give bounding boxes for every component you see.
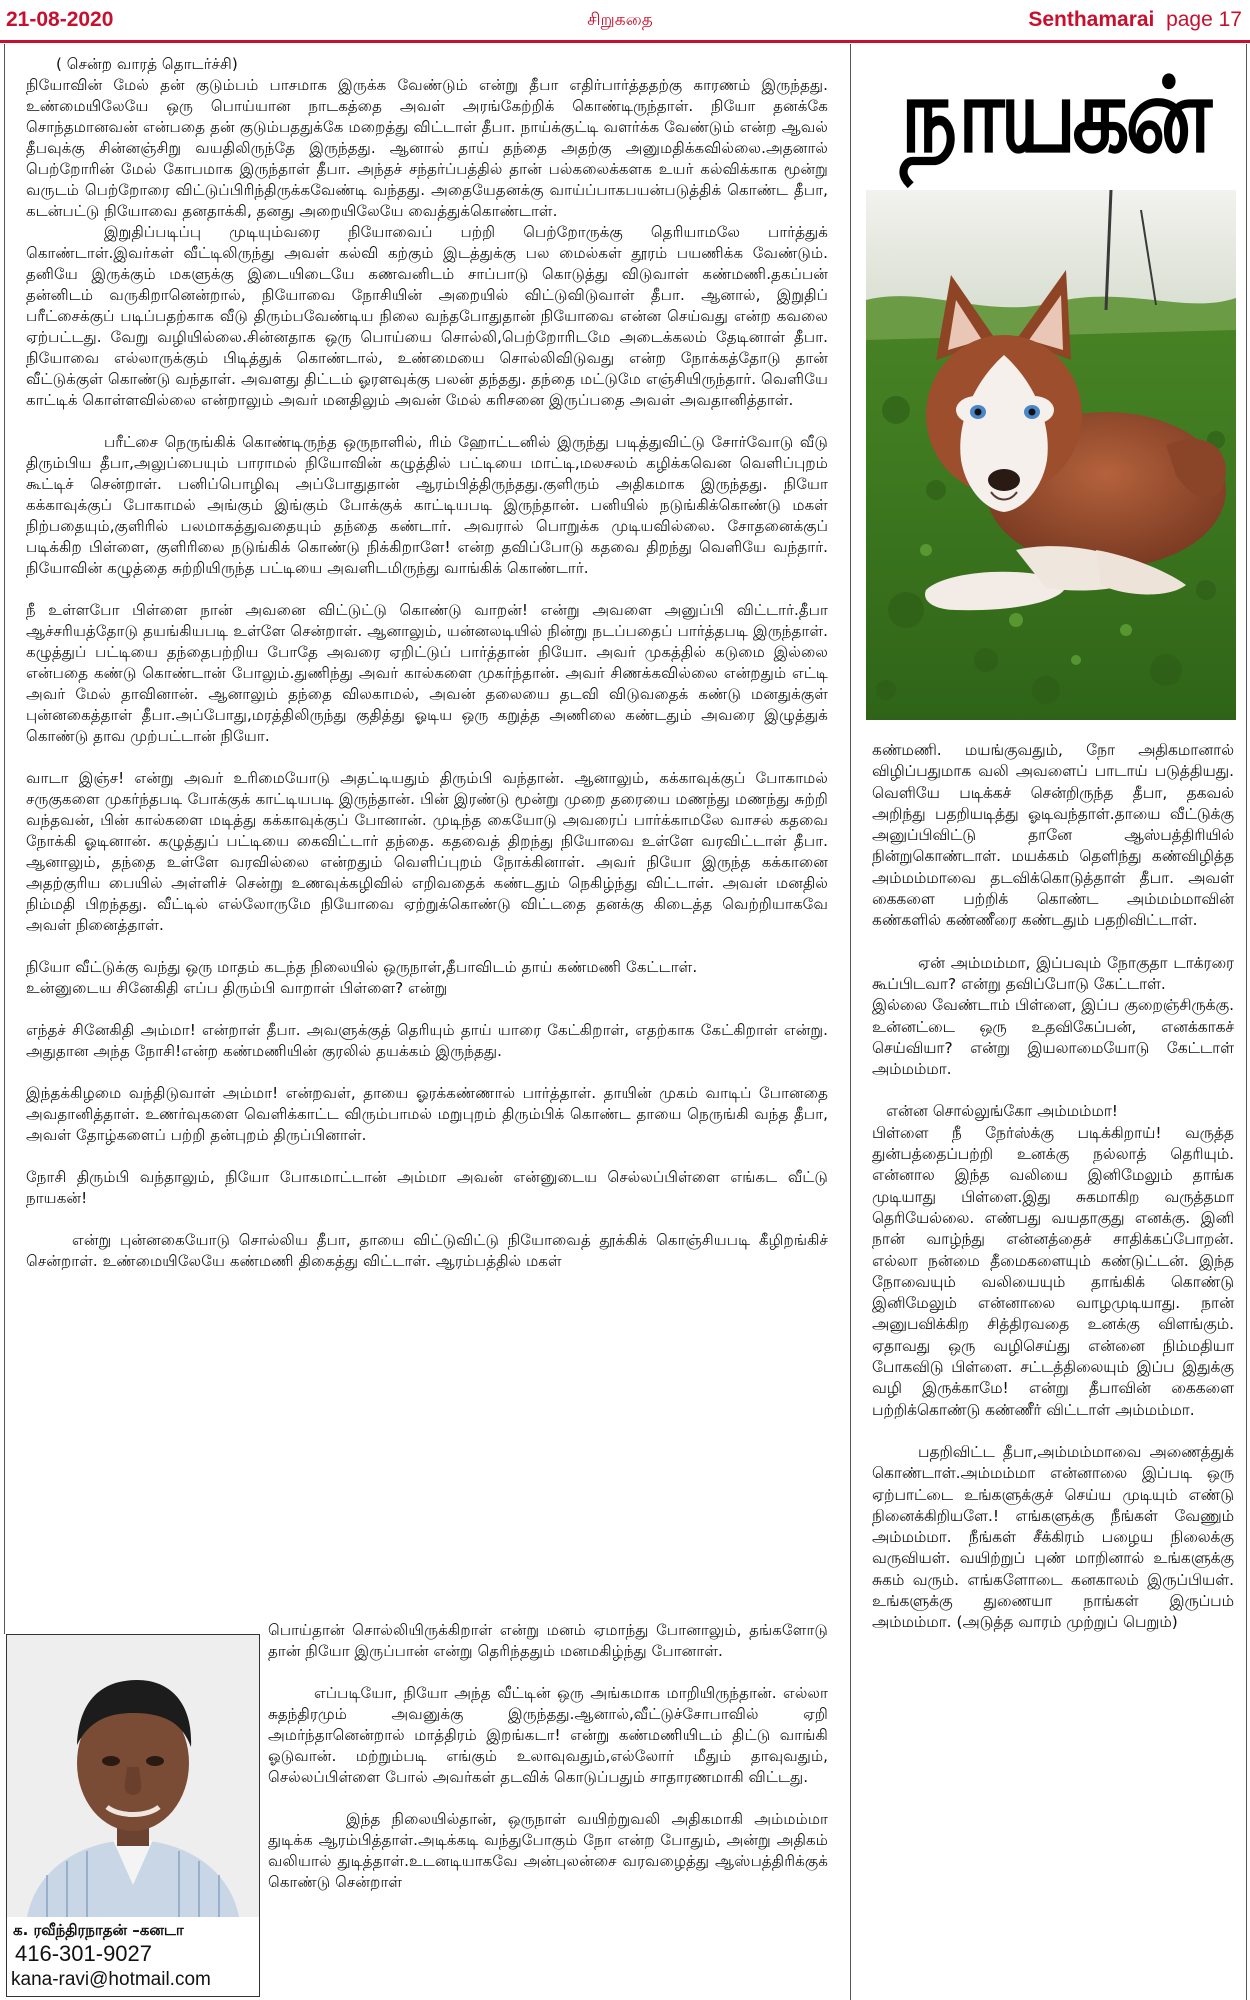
header-rule [0, 40, 1250, 43]
story-paragraph: எந்தச் சினேகிதி அம்மா! என்றாள் தீபா. அவளுக்குத் தெரியும் தாய் யாரை கேட்கிறாள், எதற்காக கேட்கிறாள் என்று. அதுதான அந்த நோசி!என்ற கண்மணியின் குரலில் தயக்கம் இருந்தது. [26, 1021, 828, 1060]
story-paragraph: பதறிவிட்ட தீபா,அம்மம்மாவை அணைத்துக் கொண்டாள்.அம்மம்மா என்னாலை இப்படி ஒரு ஏற்பாட்டை உங்களுக்குச் செய்ய முடியும் எண்டு நினைக்கிறியளே.! எங்களுக்கு நீங்கள் வேணும் அம்மம்மா. நீங்கள் சீக்கிரம் பழைய நிலைக்கு வருவியள். வயிற்றுப் புண் மாறினால் உங்களுக்கு சுகம் வரும். எங்களோடை கனகாலம் இருப்பியள். உங்களுக்கு துணையா நாங்கள் இருப்பம் அம்மம்மா. (அடுத்த வாரம் முற்றுப் பெறும்) [872, 1442, 1234, 1632]
story-paragraph: இந்த நிலையில்தான், ஒருநாள் வயிற்றுவலி அதிகமாகி அம்மம்மா துடிக்க ஆரம்பித்தாள்.அடிக்கடி வந்துபோகும் நோ என்ற போதும், அன்று அதிகம் வலியால் துடித்தாள்.உடனடியாகவே அன்புலன்சை வரவழைத்து ஆஸ்பத்திரிக்குக் கொண்டு சென்றாள் [268, 1810, 828, 1891]
right-border [1246, 44, 1247, 2000]
publication-name: Senthamarai [1028, 8, 1155, 31]
issue-date: 21-08-2020 [6, 8, 114, 31]
story-wrap-column [268, 1620, 828, 1914]
section-label: சிறுகதை [587, 10, 653, 30]
story-paragraph: பரீட்சை நெருங்கிக் கொண்டிருந்த ஒருநாளில், ரிம் ஹோட்டனில் இருந்து படித்துவிட்டு சோர்வோடு வீடு திரும்பிய தீபா,அலுப்பையும் பாராமல் நியோவின் கழுத்தில் பட்டியை மாட்டி,மலசலம் கழிக்கவென வெளிப்புறம் கூட்டிச் சென்றாள். பனிப்பொழிவு அப்போதுதான் ஆரம்பித்திருந்தது.குளிரும் அதிகமாக இருந்தது. நியோ கக்காவுக்குப் போகாமல் அங்கும் இங்கும் போக்குக் காட்டியபடி இருந்தான். பனியில் நடுங்கிக்கொண்டு மகள் நிற்பதையும்,குளிரில் பலமாகத்துவதையும் தந்தை கண்டார். அவரால் பொறுக்க முடியவில்லை. சோதனைக்குப் படிக்கிற பிள்ளை, குளிரிலை நடுங்கிக் கொண்டு நிக்கிறாளே! என்ற தவிப்போடு கதவை திறந்து வெளியே வந்தார். நியோவின் கழுத்தை சுற்றியிருந்த பட்டியை அவளிடமிருந்து வாங்கிக் கொண்டார். [26, 433, 828, 577]
story-paragraph: கண்மணி. மயங்குவதும், நோ அதிகமானால் விழிப்பதுமாக வலி அவளைப் பாடாய் படுத்தியது. வெளியே படிக்கச் சென்றிருந்த தீபா, தகவல் அறிந்து பதறியடித்து ஓடிவந்தாள்.தாயை வீட்டுக்கு அனுப்பிவிட்டு தானே ஆஸ்பத்திரியில் நின்றுகொண்டாள். மயக்கம் தெளிந்து கண்விழித்த அம்மம்மாவை தடவிக்கொடுத்தாள் தீபா. அவள் கைகளை பற்றிக் கொண்ட அம்மம்மாவின் கண்களில் கண்ணீரை கண்டதும் பதறிவிட்டாள். [872, 741, 1234, 930]
story-main-column [26, 54, 828, 1293]
page-number: page 17 [1166, 8, 1242, 31]
story-paragraph: என்று புன்னகையோடு சொல்லிய தீபா, தாயை விட்டுவிட்டு நியோவைத் தூக்கிக் கொஞ்சியபடி கீழிறங்கிச் சென்றாள். உண்மையிலேயே கண்மணி திகைத்து விட்டாள். ஆரம்பத்தில் மகள் [26, 1231, 828, 1270]
story-paragraph: எப்படியோ, நியோ அந்த வீட்டின் ஒரு அங்கமாக மாறியிருந்தான். எல்லா சுதந்திரமும் அவனுக்கு இருந்தது.ஆனால்,வீட்டுச்சோபாவில் ஏறி அமர்ந்தானென்றால் மாத்திரம் இறங்கடா! என்று கண்மணியிடம் திட்டு வாங்கி ஓடுவான். மற்றும்படி எங்கும் உலாவுவதும்,எல்லோர் மீதும் தாவுவதும், செல்லப்பிள்ளை போல் அவர்கள் தடவிக் கொடுப்பதும் சாதாரணமாகி விட்டது. [268, 1684, 828, 1786]
author-name: க. ரவீந்திரநாதன் –கனடா [13, 1921, 184, 1939]
husky-puppy-icon [866, 190, 1236, 720]
husky-puppy-photo [866, 190, 1236, 720]
publication-info [1028, 8, 1242, 32]
author-portrait-icon [7, 1635, 259, 1917]
story-title: நாயகன் [900, 54, 1208, 176]
author-photo [7, 1635, 259, 1917]
story-side-column [872, 740, 1234, 1655]
author-phone: 416-301-9027 [15, 1941, 153, 1966]
story-paragraph: நீ உள்ளபோ பிள்ளை நான் அவனை விட்டுட்டு கொண்டு வாறன்! என்று அவளை அனுப்பி விட்டார்.தீபா ஆச்சரியத்தோடு தயங்கியபடி உள்ளே சென்றாள். ஆனாலும், யன்னலடியில் நின்று நடப்பதைப் பார்த்தபடி இருந்தாள். கழுத்துப் பட்டியை தந்தைபற்றிய போதே அவரை ஏறிட்டுப் பார்த்தான் நியோ. அவர் முகத்தில் கடுமை இல்லை என்பதை கண்டு கொண்டான் போலும்.துணிந்து அவர் கால்களை முகர்ந்தான். அவர் சிணக்கவில்லை என்றதும் எட்டி அவர் மேல் தாவினான். ஆனாலும் தந்தை விலகாமல், அவன் தலையை தடவி விடுவதைக் கண்டு மனதுக்குள் புன்னகைத்தாள் தீபா.அப்போது,மரத்திலிருந்து குதித்து ஓடிய ஒரு கறுத்த அணிலை கண்டதும் அவரை இழுத்துக் கொண்டு தாவ முற்பட்டான் நியோ. [26, 601, 828, 745]
story-paragraph: என்ன சொல்லுங்கோ அம்மம்மா! பிள்ளை நீ நேர்ஸ்க்கு படிக்கிறாய்! வருத்த துன்பத்தைப்பற்றி உனக்கு நல்லாத் தெரியும். என்னால இந்த வலியை இனிமேலும் தாங்க முடியாது பிள்ளை.இது சுகமாகிற வருத்தமா தெரியேல்லை. எண்பது வயதாகுது எனக்கு. இனி நான் வாழ்ந்து என்னத்தைச் சாதிக்கப்போறன். எல்லா நன்மை தீமைகளையும் கண்டுட்டன். இந்த நோவையும் வலியையும் தாங்கிக் கொண்டு இனிமேலும் என்னாலை வாழமுடியாது. நான் அனுபவிக்கிற சித்திரவதை உனக்கு விளங்கும். ஏதாவது ஒரு வழிசெய்து என்னை நிம்மதியா போகவிடு பிள்ளை. சட்டத்திலையும் இப்ப இதுக்கு வழி இருக்காமே! என்று தீபாவின் கைகளை பற்றிக்கொண்டு கண்ணீர் விட்டாள் அம்மம்மா. [872, 1102, 1235, 1419]
left-border [4, 44, 5, 1634]
story-paragraph: பொய்தான் சொல்லியிருக்கிறாள் என்று மனம் ஏமாந்து போனாலும், தங்களோடு தான் நியோ இருப்பான் என்று தெரிந்ததும் மனமகிழ்ந்து போனாள். [268, 1621, 828, 1660]
story-paragraph: நியோவின் மேல் தன் குடும்பம் பாசமாக இருக்க வேண்டும் என்று தீபா எதிர்பார்த்ததற்கு காரணம் இருந்தது. உண்மையிலேயே ஒரு பொய்யான நாடகத்தை அவள் அரங்கேற்றிக் கொண்டிருந்தாள். நியோ தனக்கே சொந்தமானவன் என்பதை தன் குடும்பததுக்கே மறைத்து விட்டாள் தீபா. நாய்க்குட்டி வளர்க்க வேண்டும் என்ற ஆவல் தீபவுக்கு சின்னஞ்சிறு வயதிலிருந்தே இருந்தது. ஆனால் தாய் தந்தை அதற்கு அனுமதிக்கவில்லை.அதனால் பெற்றோரின் மேல் கோபமாக இருந்தாள் தீபா. அந்தச் சந்தர்ப்பத்தில் தான் பல்கலைக்களக உயர் கல்விக்காக மூன்று வருடம் பெற்றோரை விட்டுப்பிரிந்திருக்கவேண்டி வந்தது. அதையேதனக்கு வாய்ப்பாகபயன்படுத்திக் கொண்ட தீபா, கடன்பட்டு நியோவை தனதாக்கி, தனது அறையிலேயே வைத்துக்கொண்டாள். [26, 76, 828, 220]
story-paragraph: நோசி திரும்பி வந்தாலும், நியோ போகமாட்டான் அம்மா அவன் என்னுடைய செல்லப்பிள்ளை எங்கட வீட்டு நாயகன்! [26, 1168, 828, 1207]
story-paragraph: இறுதிப்படிப்பு முடியும்வரை நியோவைப் பற்றி பெற்றோருக்கு தெரியாமலே பார்த்துக் கொண்டாள்.இவர்கள் வீட்டிலிருந்து அவள் கல்வி கற்கும் இடத்துக்கு பல மைல்கள் தூரம் பயணிக்க வேண்டும். தனியே இருக்கும் மகளுக்கு இடையிடையே கணவனிடம் சாப்பாடு கொடுத்து விடுவாள் கண்மணி.தகப்பன் தன்னிடம் வருகிறானென்றால், நியோவை நோசியின் அறையில் விட்டுவிடுவாள் தீபா. ஆனால், இறுதிப் பரீட்சைக்குப் படிப்பதற்காக வீடு திரும்பவேண்டிய நிலை வந்தபோதுதான் நியோவை என்ன செய்வது என்ற கவலை ஏற்பட்டது. வேறு வழியில்லை.சின்னதாக ஒரு பொய்யை சொல்லி,பெற்றோரிடமே அடைக்கலம் தேடினாள் தீபா. நியோவை எல்லாருக்கும் பிடித்துக் கொண்டால், உண்மையை சொல்லிவிடுவது என்ற நோக்கத்தோடு தான் வீட்டுக்குள் கொண்டு வந்தாள். அவளது திட்டம் ஓரளவுக்கு பலன் தந்தது. தந்தை மட்டுமே எஞ்சியிருந்தார். வெளியே காட்டிக் கொள்ளவில்லை என்றாலும் அவர் மனதிலும் அவன் மேல் கரிசனை இருப்பதை அவள் அவதானித்தாள். [26, 223, 828, 409]
continued-note: ( சென்ற வாரத் தொடர்ச்சி) [56, 55, 238, 73]
column-divider [850, 44, 851, 2000]
story-paragraph: இந்தக்கிழமை வந்திடுவாள் அம்மா! என்றவள், தாயை ஓரக்கண்ணால் பார்த்தாள். தாயின் முகம் வாடிப் போனதை அவதானித்தாள். உணர்வுகளை வெளிக்காட்ட விரும்பாமல் மறுபுறம் திரும்பிக் கொண்ட தாயை நெருங்கி வந்த தீபா, அவள் தோழ்களைப் பற்றி தன்புறம் திருப்பினாள். [26, 1084, 828, 1144]
story-paragraph: வாடா இஞ்ச! என்று அவர் உரிமையோடு அதட்டியதும் திரும்பி வந்தான். ஆனாலும், கக்காவுக்குப் போகாமல் சருகுகளை முகர்ந்தபடி போக்குக் காட்டியபடி இருந்தான். பின் இரண்டு மூன்று முறை தரையை மணந்து மணந்து சுற்றி வந்தவன், பின் கால்களை மடித்து கக்காவுக்குப் போனான். முடிந்த கையோடு அவரைப் பார்க்காமலே வாசல் கதவை நோக்கி ஓடினான். கழுத்துப் பட்டியை கைவிட்டார் தந்தை. கதவைத் திறந்து நியோவை உள்ளே வரவிட்டாள் தீபா. ஆனாலும், தந்தை உள்ளே வரவில்லை என்றதும் வெளிப்புறம் நோக்கினாள். அவர் நியோ இருந்த கக்கானை அதற்குரிய பையில் அள்ளிச் சென்று உணவுக்கழிவில் எறிவதைக் கண்டதும் நெகிழ்ந்து விட்டாள். அவள் மனதில் நிம்மதி பிறந்தது. வீட்டில் எல்லோருமே நியோவை ஏற்றுக்கொண்டு விட்டதை தனக்கு கிடைத்த வெற்றியாகவே அவள் நினைத்தாள். [26, 769, 828, 934]
story-paragraph: நியோ வீட்டுக்கு வந்து ஒரு மாதம் கடந்த நிலையில் ஒருநாள்,தீபாவிடம் தாய் கண்மணி கேட்டாள். உன்னுடைய சினேகிதி எப்ப திரும்பி வாறாள் பிள்ளை? என்று [26, 958, 698, 997]
author-email[interactable]: kana-ravi@hotmail.com [11, 1969, 211, 1990]
page-header [0, 0, 1250, 40]
story-paragraph: ஏன் அம்மம்மா, இப்பவும் நோகுதா டாக்ரரை கூப்பிடவா? என்று தவிப்போடு கேட்டாள். இல்லை வேண்டாம் பிள்ளை, இப்ப குறைஞ்சிருக்கு. உன்னட்டை ஒரு உதவிகேப்பன், எனக்காகச் செய்வியா? என்று இயலாமையோடு கேட்டாள் அம்மம்மா. [872, 953, 1234, 1079]
author-box [6, 1634, 260, 1997]
